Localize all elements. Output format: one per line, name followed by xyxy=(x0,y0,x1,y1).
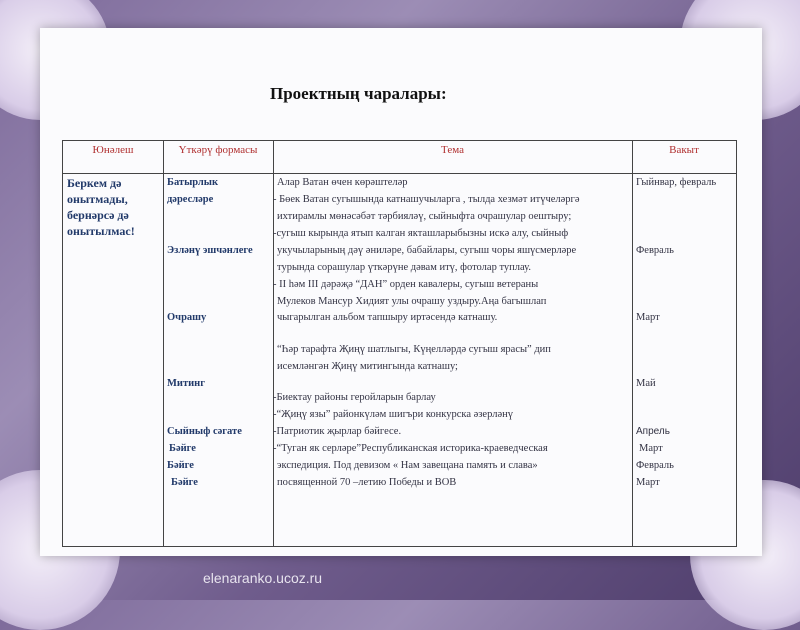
time-cell: Февраль xyxy=(636,460,674,471)
time-cell: Март xyxy=(636,477,660,488)
topic-line: ихтирамлы мөнәсәбәт тәрбияләү, сыйныфта очрашулар оештыру; xyxy=(277,211,572,222)
project-table xyxy=(62,140,737,547)
time-cell: Апрель xyxy=(636,426,670,437)
topic-line: посвященной 70 –летию Победы и ВОВ xyxy=(277,477,457,488)
topic-line: -Патриотик җырлар бәйгесе. xyxy=(273,426,402,437)
topic-line: -сугыш кырында ятып калган якташларыбызны искә алу, сыйныф xyxy=(273,228,569,239)
time-cell: Март xyxy=(639,443,663,454)
topic-line: - Бөек Ватан сугышында катнашучыларга , тылда хезмәт итүчеләргә xyxy=(273,194,580,205)
topic-line: “Һәр тарафта Җиңү шатлыгы, Күңелләрдә сугыш ярасы” дип xyxy=(277,344,551,355)
topic-line: - II һәм III дәрәҗә “ДАН” орден кавалеры, сугыш ветераны xyxy=(273,279,539,290)
header-topic: Тема xyxy=(441,144,464,156)
topic-line: турында сорашулар үткәрүне дәвам итү, фотолар туплау. xyxy=(277,262,531,273)
form-cell: Бәйге xyxy=(171,477,198,488)
header-time: Вакыт xyxy=(669,144,699,156)
time-cell: Февраль xyxy=(636,245,674,256)
header-direction: Юнәлеш xyxy=(92,144,134,156)
topic-line: чыгарылган альбом тапшыру иртәсендә катнашу. xyxy=(277,312,498,323)
time-cell: Март xyxy=(636,312,660,323)
topic-line: экспедиция. Под девизом « Нам завещана память и слава» xyxy=(277,460,538,471)
direction-cell: Беркем дә онытмады, бернәрсә дә онытылмас! xyxy=(67,176,135,238)
header-form: Үткәрү формасы xyxy=(178,144,258,156)
topic-line: -Биектау районы геройларын барлау xyxy=(273,392,436,403)
form-cell: Батырлык xyxy=(167,177,218,188)
time-cell: Гыйнвар, февраль xyxy=(636,177,717,188)
time-cell: Май xyxy=(636,378,656,389)
page-title: Проектның чаралары: xyxy=(270,84,447,103)
topic-line: -“Туган як серләре”Республиканская историка-краеведческая xyxy=(273,443,548,454)
topic-line: укучыларының дәү әниләре, бабайлары, сугыш чоры яшүсмерләре xyxy=(277,245,577,256)
form-cell: дәресләре xyxy=(167,194,214,205)
topic-line: Алар Ватан өчен көрәштеләр xyxy=(277,177,408,188)
form-cell: Митинг xyxy=(167,378,205,389)
topic-line: Мулеков Мансур Хидият улы очрашу уздыру.Аңа багышлап xyxy=(277,296,547,307)
form-cell: Бәйге xyxy=(169,443,196,454)
form-cell: Очрашу xyxy=(167,312,207,323)
form-cell: Сыйныф сәгате xyxy=(167,426,242,437)
topic-line: -“Җиңү язы” районкүләм шигъри конкурска әзерләнү xyxy=(273,409,513,420)
topic-line: исемләнгән Җиңү митингында катнашу; xyxy=(277,361,458,372)
form-cell: Бәйге xyxy=(167,460,194,471)
form-cell: Эзләнү эшчәнлеге xyxy=(167,245,253,256)
footer-watermark: elenaranko.ucoz.ru xyxy=(203,570,323,586)
